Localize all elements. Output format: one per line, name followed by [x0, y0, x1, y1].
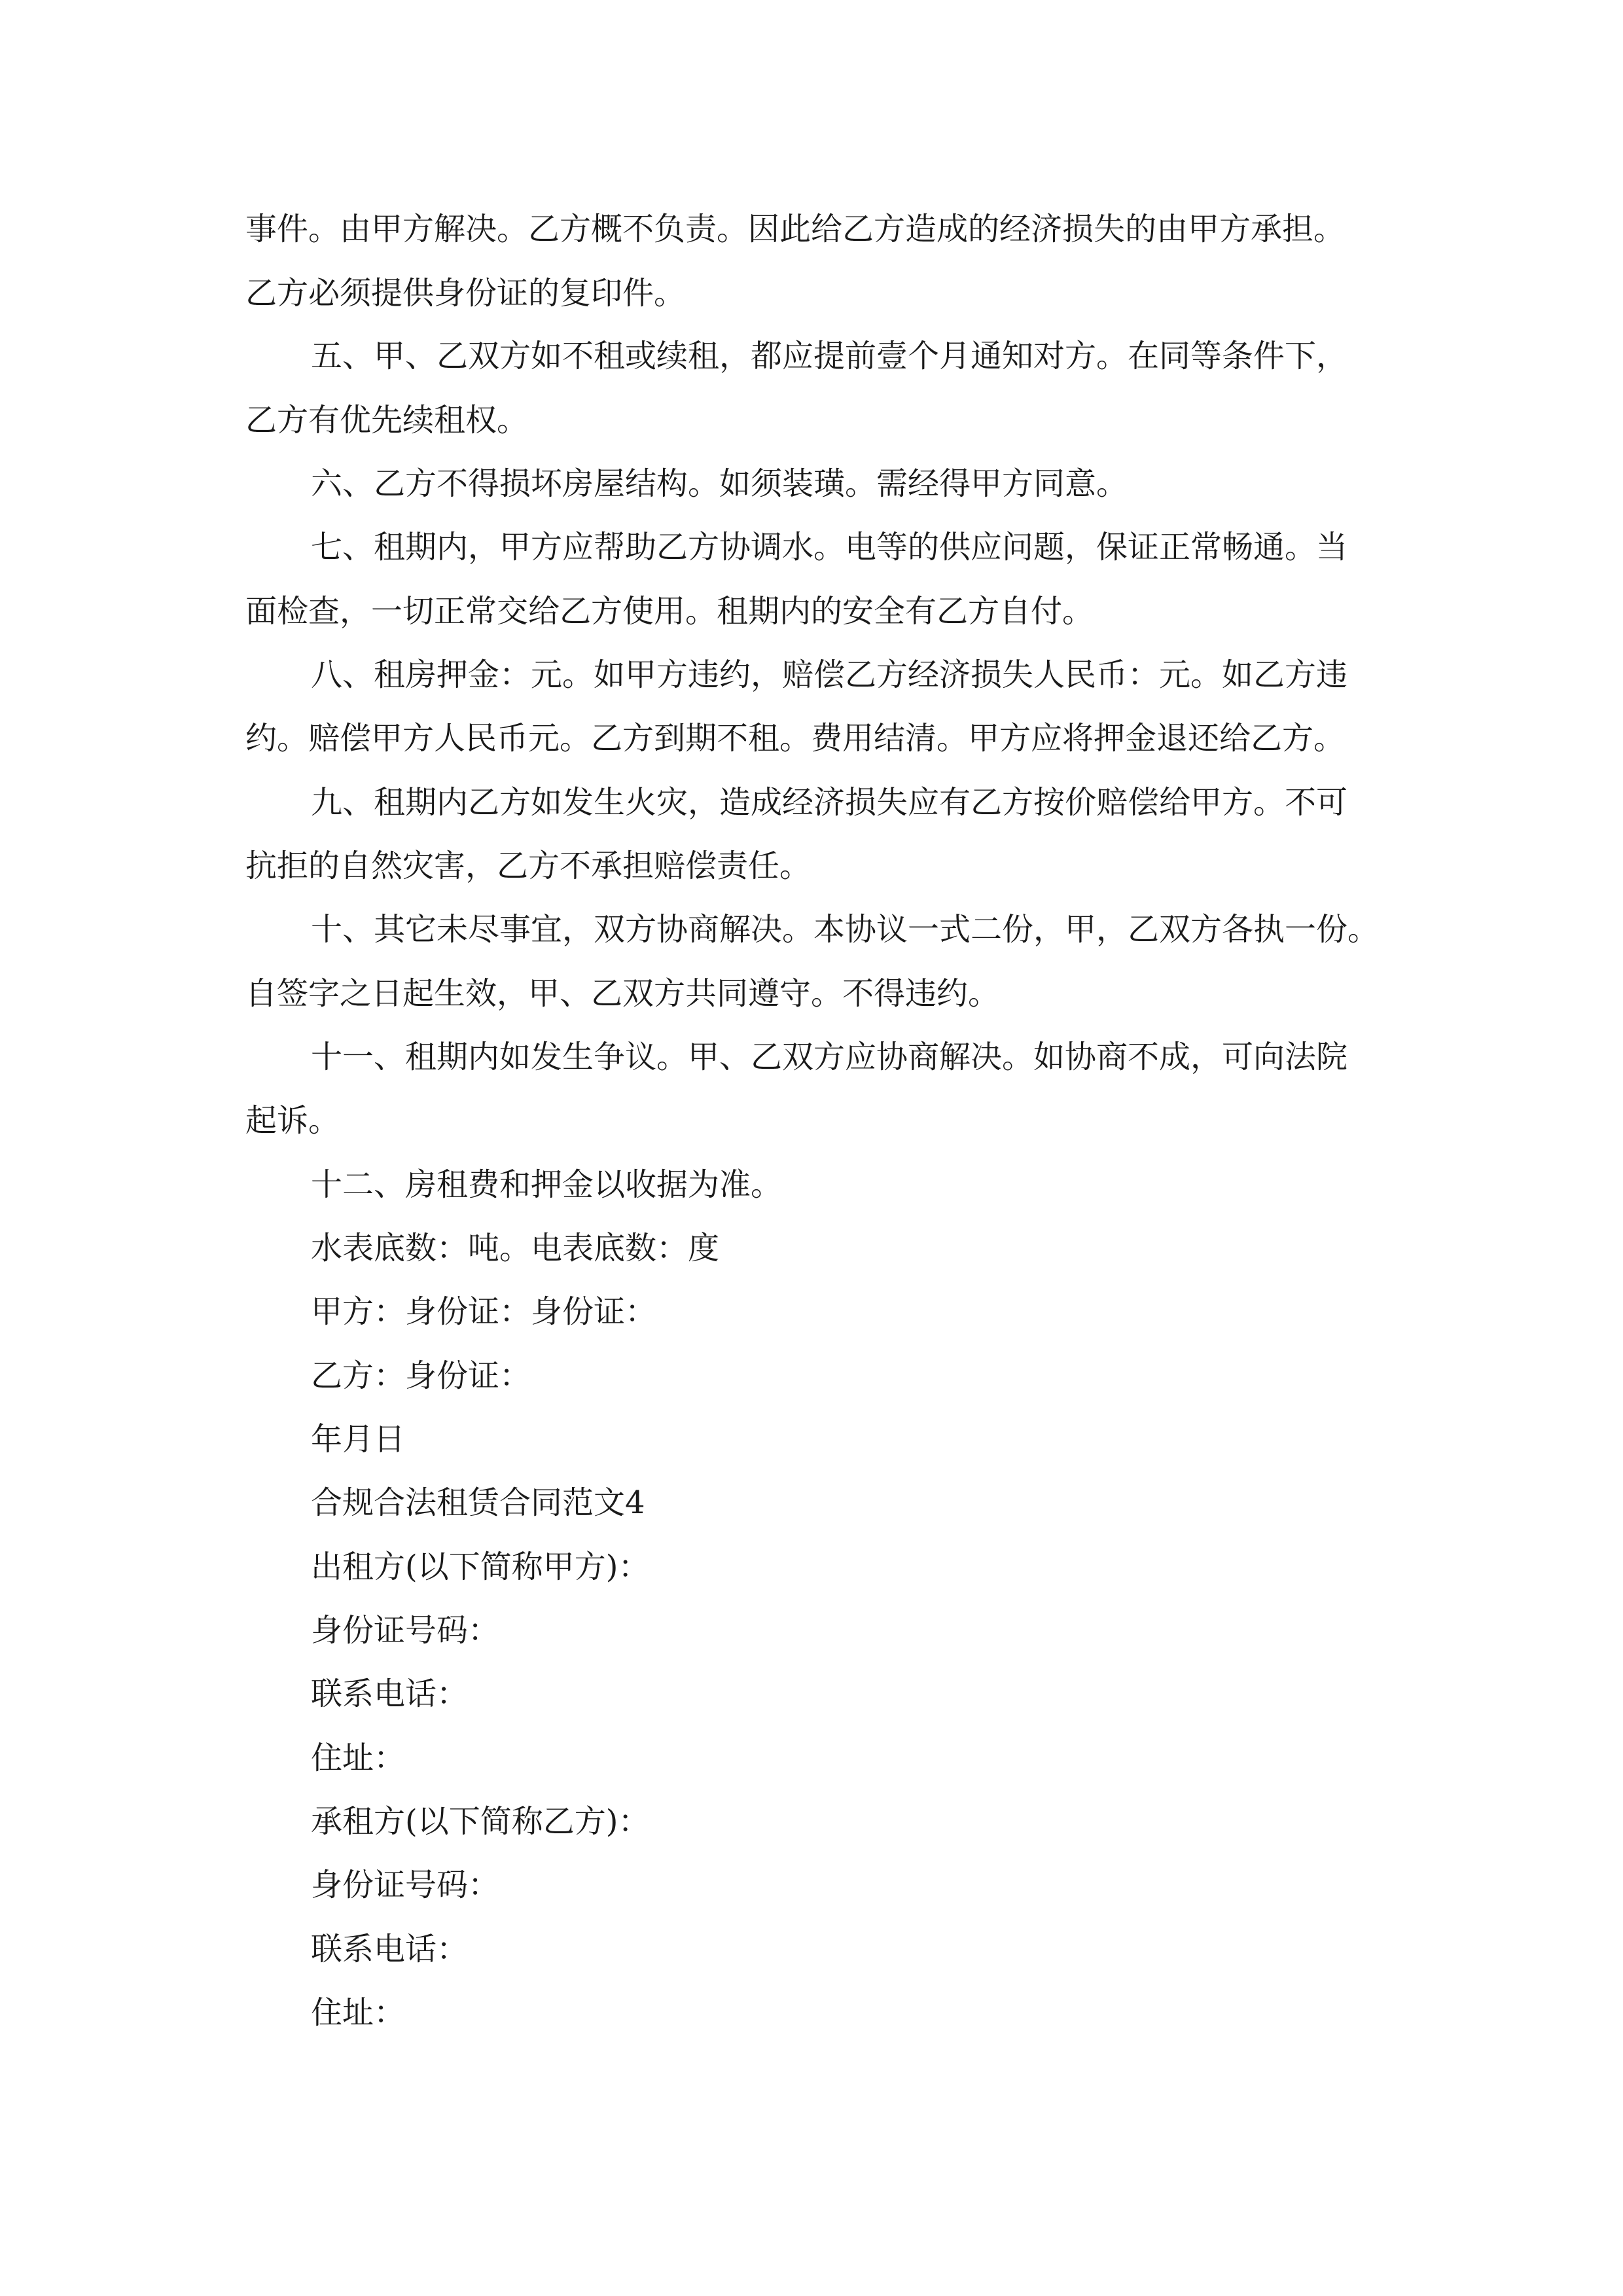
paragraph-line: 七、租期内，甲方应帮助乙方协调水。电等的供应问题，保证正常畅通。当 [311, 529, 1348, 565]
paragraph-line: 六、乙方不得损坏房屋结构。如须装璜。需经得甲方同意。 [311, 465, 1128, 502]
date-line: 年月日 [311, 1421, 406, 1458]
paragraph-line: 约。赔偿甲方人民币元。乙方到期不租。费用结清。甲方应将押金退还给乙方。 [245, 720, 1346, 757]
lessee-address-line: 住址： [311, 1994, 406, 2031]
party-a-signature-line: 甲方：身份证：身份证： [311, 1293, 657, 1330]
lessor-id-line: 身份证号码： [311, 1612, 500, 1649]
lessor-line: 出租方(以下简称甲方)： [311, 1549, 650, 1585]
paragraph-line: 抗拒的自然灾害，乙方不承担赔偿责任。 [245, 848, 812, 884]
lessee-phone-line: 联系电话： [311, 1931, 469, 1967]
lessee-id-line: 身份证号码： [311, 1867, 500, 1903]
section-title: 合规合法租赁合同范文4 [311, 1484, 645, 1521]
party-b-signature-line: 乙方：身份证： [311, 1357, 531, 1394]
paragraph-line: 八、租房押金：元。如甲方违约，赔偿乙方经济损失人民币：元。如乙方违 [311, 656, 1348, 693]
paragraph-line: 乙方必须提供身份证的复印件。 [245, 275, 686, 312]
paragraph-line: 起诉。 [245, 1102, 340, 1139]
paragraph-line: 十二、房租费和押金以收据为准。 [311, 1166, 783, 1203]
lessee-line: 承租方(以下简称乙方)： [311, 1803, 650, 1840]
paragraph-line: 十、其它未尽事宜，双方协商解决。本协议一式二份，甲，乙双方各执一份。 [311, 911, 1380, 948]
lessor-address-line: 住址： [311, 1740, 406, 1776]
paragraph-line: 十一、租期内如发生争议。甲、乙双方应协商解决。如协商不成，可向法院 [311, 1039, 1348, 1075]
paragraph-line: 面检查，一切正常交给乙方使用。租期内的安全有乙方自付。 [245, 593, 1094, 630]
paragraph-line: 乙方有优先续租权。 [245, 402, 529, 439]
paragraph-line: 自签字之日起生效，甲、乙双方共同遵守。不得违约。 [245, 975, 1000, 1012]
lessor-phone-line: 联系电话： [311, 1676, 469, 1712]
paragraph-line: 五、甲、乙双方如不租或续租，都应提前壹个月通知对方。在同等条件下， [311, 338, 1348, 374]
paragraph-line: 事件。由甲方解决。乙方概不负责。因此给乙方造成的经济损失的由甲方承担。 [245, 211, 1346, 247]
paragraph-line: 九、租期内乙方如发生火灾，造成经济损失应有乙方按价赔偿给甲方。不可 [311, 784, 1348, 821]
meter-readings-line: 水表底数：吨。电表底数：度 [311, 1230, 720, 1266]
